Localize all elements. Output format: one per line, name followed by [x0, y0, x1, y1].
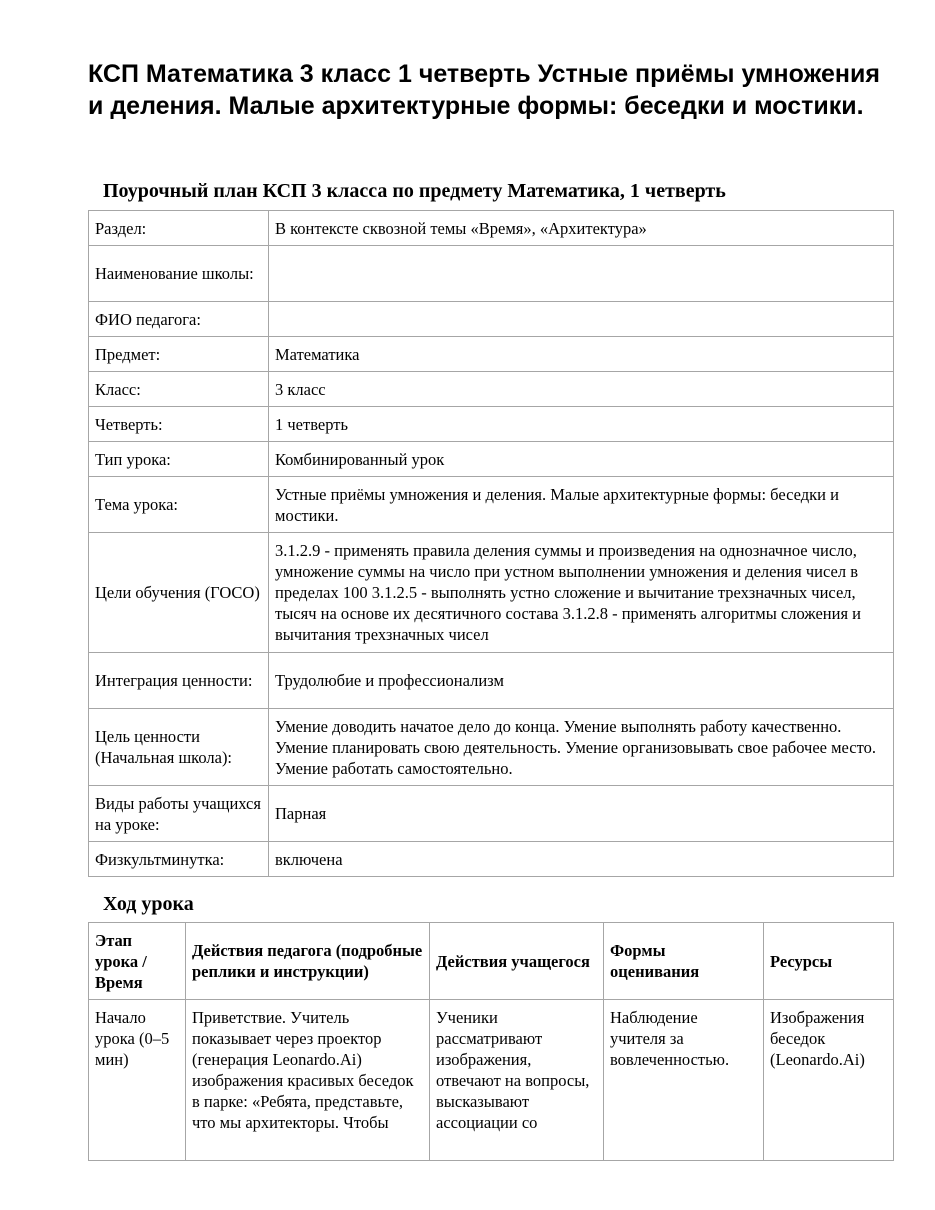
plan-label: Наименование школы:: [89, 246, 269, 302]
plan-value: Математика: [269, 337, 894, 372]
plan-value: Трудолюбие и профессионализм: [269, 653, 894, 709]
lesson-progress-heading: Ход урока: [103, 893, 194, 915]
lesson-plan-table: [88, 210, 894, 877]
table-header-row: [89, 923, 894, 1000]
plan-label: Класс:: [89, 372, 269, 407]
plan-value: В контексте сквозной темы «Время», «Архитектура»: [269, 211, 894, 246]
plan-label: Четверть:: [89, 407, 269, 442]
plan-row-school: [89, 246, 894, 302]
plan-label: Цель ценности (Начальная школа):: [89, 709, 269, 786]
teacher-actions-cell: Приветствие. Учитель показывает через проектор (генерация Leonardo.Ai) изображения красивых беседок в парке: «Ребята, представьте, что мы архитекторы. Чтобы: [186, 1000, 430, 1161]
table-row: [89, 1000, 894, 1161]
plan-value: Устные приёмы умножения и деления. Малые архитектурные формы: беседки и мостики.: [269, 477, 894, 533]
plan-row-lesson-type: [89, 442, 894, 477]
plan-value: включена: [269, 842, 894, 877]
lesson-plan-heading: Поурочный план КСП 3 класса по предмету Математика, 1 четверть: [103, 180, 726, 202]
plan-value: 3.1.2.9 - применять правила деления суммы и произведения на однозначное число, умножение суммы на число при устном выполнении умножения и деления чисел в пределах 100 3.1.2.5 - выполнять устно сложение и вычитание трехзначных чисел, тысяч на основе их десятичного состава 3.1.2.8 - применять алгоритмы сложения и вычитания трехзначных чисел: [269, 533, 894, 653]
plan-row-topic: [89, 477, 894, 533]
plan-label: Предмет:: [89, 337, 269, 372]
plan-row-values-goal: [89, 709, 894, 786]
plan-label: Тема урока:: [89, 477, 269, 533]
plan-value: 1 четверть: [269, 407, 894, 442]
resources-cell: Изображения беседок (Leonardo.Ai): [764, 1000, 894, 1161]
plan-label: Физкультминутка:: [89, 842, 269, 877]
plan-label: Виды работы учащихся на уроке:: [89, 786, 269, 842]
plan-label: ФИО педагога:: [89, 302, 269, 337]
plan-label: Тип урока:: [89, 442, 269, 477]
assessment-cell: Наблюдение учителя за вовлеченностью.: [604, 1000, 764, 1161]
plan-row-grade: [89, 372, 894, 407]
plan-row-section: [89, 211, 894, 246]
plan-row-learning-goals: [89, 533, 894, 653]
plan-row-work-types: [89, 786, 894, 842]
plan-label: Цели обучения (ГОСО): [89, 533, 269, 653]
plan-label: Интеграция ценности:: [89, 653, 269, 709]
plan-row-values-integration: [89, 653, 894, 709]
plan-value: [269, 302, 894, 337]
plan-row-physical-break: [89, 842, 894, 877]
column-header: Формы оценивания: [604, 923, 764, 1000]
plan-row-quarter: [89, 407, 894, 442]
plan-value: [269, 246, 894, 302]
lesson-progress-table: [88, 922, 894, 1161]
plan-value: Парная: [269, 786, 894, 842]
plan-value: Умение доводить начатое дело до конца. Умение выполнять работу качественно. Умение планировать свою деятельность. Умение организовывать свое рабочее место. Умение работать самостоятельно.: [269, 709, 894, 786]
column-header: Этап урока / Время: [89, 923, 186, 1000]
stage-cell: Начало урока (0–5 мин): [89, 1000, 186, 1161]
student-actions-cell: Ученики рассматривают изображения, отвечают на вопросы, высказывают ассоциации со: [430, 1000, 604, 1161]
document-title: КСП Математика 3 класс 1 четверть Устные приёмы умножения и деления. Малые архитектурные формы: беседки и мостики.: [88, 60, 880, 120]
column-header: Ресурсы: [764, 923, 894, 1000]
column-header: Действия учащегося: [430, 923, 604, 1000]
plan-row-teacher: [89, 302, 894, 337]
plan-value: 3 класс: [269, 372, 894, 407]
plan-label: Раздел:: [89, 211, 269, 246]
plan-value: Комбинированный урок: [269, 442, 894, 477]
plan-row-subject: [89, 337, 894, 372]
column-header: Действия педагога (подробные реплики и инструкции): [186, 923, 430, 1000]
